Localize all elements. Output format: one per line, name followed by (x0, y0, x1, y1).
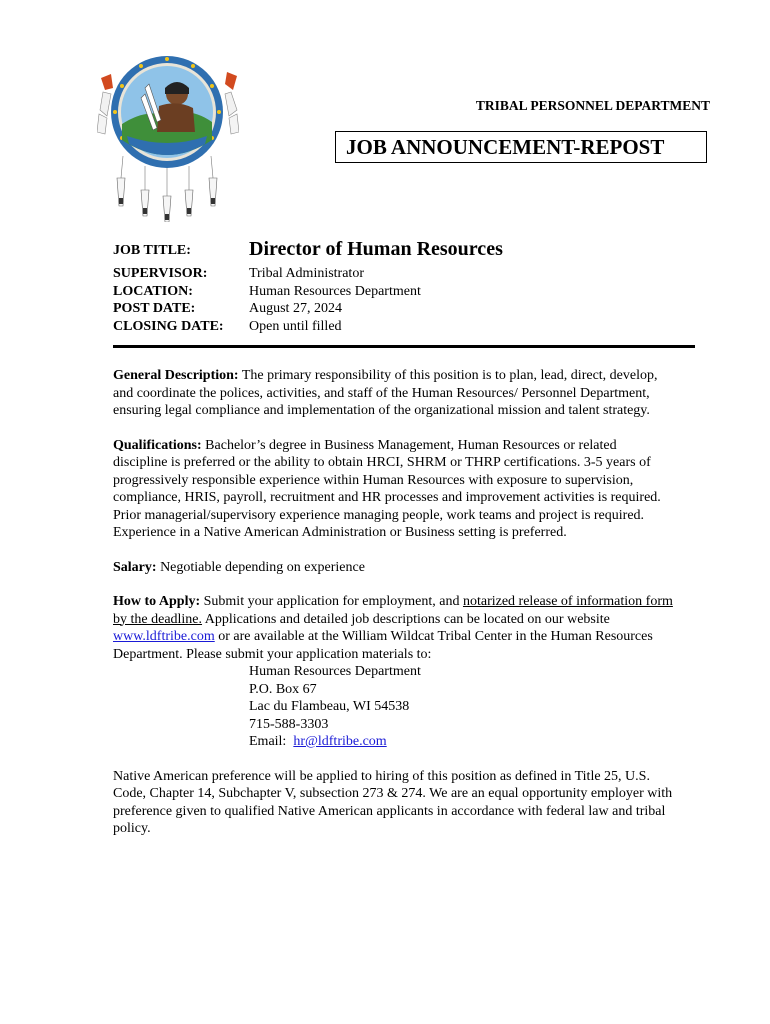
supervisor-label: SUPERVISOR: (113, 266, 208, 281)
supervisor-value: Tribal Administrator (249, 266, 364, 281)
tribal-seal-logo (97, 50, 239, 222)
job-title-value: Director of Human Resources (249, 238, 503, 260)
native-american-preference: Native American preference will be applied to hiring of this position as defined in Title 25, U.S. Code, Chapter 14, Subchapter V, subsection 273 & 274. We are an equal opportunity employer with preference given to qualified Native American applicants in accordance with federal law and tribal policy. (113, 768, 673, 836)
general-description (113, 367, 673, 420)
announcement-body (113, 367, 673, 855)
qualifications (113, 437, 673, 542)
address-line-3: Lac du Flambeau, WI 54538 (249, 699, 410, 714)
qualifications-text: Bachelor’s degree in Business Management, Human Resources or related discipline is preferred or the ability to obtain HRCI, SHRM or THRP certifications. 3-5 years of progressively responsible experience within Human Resources with exposure to supervision, compliance, HRIS, payroll, recruitment and HR processes and improvement activities is required. Prior managerial/supervisory experience managing people, work teams and project is required. Experience in a Native American Administration or Business setting is preferred. (113, 437, 661, 540)
job-title-row (113, 237, 713, 263)
left-feather-icon (97, 74, 113, 134)
qualifications-label: Qualifications: (113, 437, 202, 453)
general-description-label: General Description: (113, 368, 239, 383)
how-to-apply-text-2: Applications and detailed job descriptions can be located on our website (202, 611, 610, 627)
website-link[interactable]: www.ldftribe.com (113, 629, 215, 644)
address-email-row (249, 733, 673, 751)
mailing-address (249, 663, 673, 751)
how-to-apply-text-3: or are available at the William Wildcat Tribal Center in the Human Resources Department. Please submit your application materials to: (113, 629, 653, 662)
how-to-apply (113, 593, 673, 663)
notarized-release-note: notarized release of information form by the deadline. (113, 594, 673, 627)
how-to-apply-label: How to Apply: (113, 594, 201, 609)
general-description-text: The primary responsibility of this position is to plan, lead, direct, develop, and coordinate the polices, activities, and staff of the Human Resources/ Personnel Department, ensuring legal compliance and implementation of the organizational mission and talent strategy. (113, 368, 658, 418)
post-date-value: August 27, 2024 (249, 301, 342, 316)
announcement-title: JOB ANNOUNCEMENT-REPOST (335, 131, 707, 163)
job-fields (113, 237, 713, 335)
closing-date-label: CLOSING DATE: (113, 318, 224, 334)
right-feather-icon (225, 72, 239, 134)
how-to-apply-text: Submit your application for employment, and (200, 594, 463, 609)
location-value: Human Resources Department (249, 283, 421, 299)
location-label: LOCATION: (113, 283, 193, 299)
email-label: Email: (249, 734, 294, 749)
salary-label: Salary: (113, 559, 157, 575)
address-line-1: Human Resources Department (249, 664, 421, 679)
location-row (113, 283, 713, 301)
post-date-label: POST DATE: (113, 301, 196, 316)
address-line-2: P.O. Box 67 (249, 681, 317, 697)
salary-text: Negotiable depending on experience (156, 559, 365, 575)
supervisor-row (113, 265, 713, 283)
closing-date-value: Open until filled (249, 318, 342, 334)
job-title-label: JOB TITLE: (113, 243, 191, 258)
department-heading: TRIBAL PERSONNEL DEPARTMENT (475, 98, 710, 113)
email-link[interactable]: hr@ldftribe.com (293, 734, 387, 749)
post-date-row (113, 300, 713, 318)
salary (113, 559, 673, 577)
divider-rule (113, 345, 695, 348)
closing-date-row (113, 318, 713, 336)
address-phone: 715-588-3303 (249, 716, 329, 732)
